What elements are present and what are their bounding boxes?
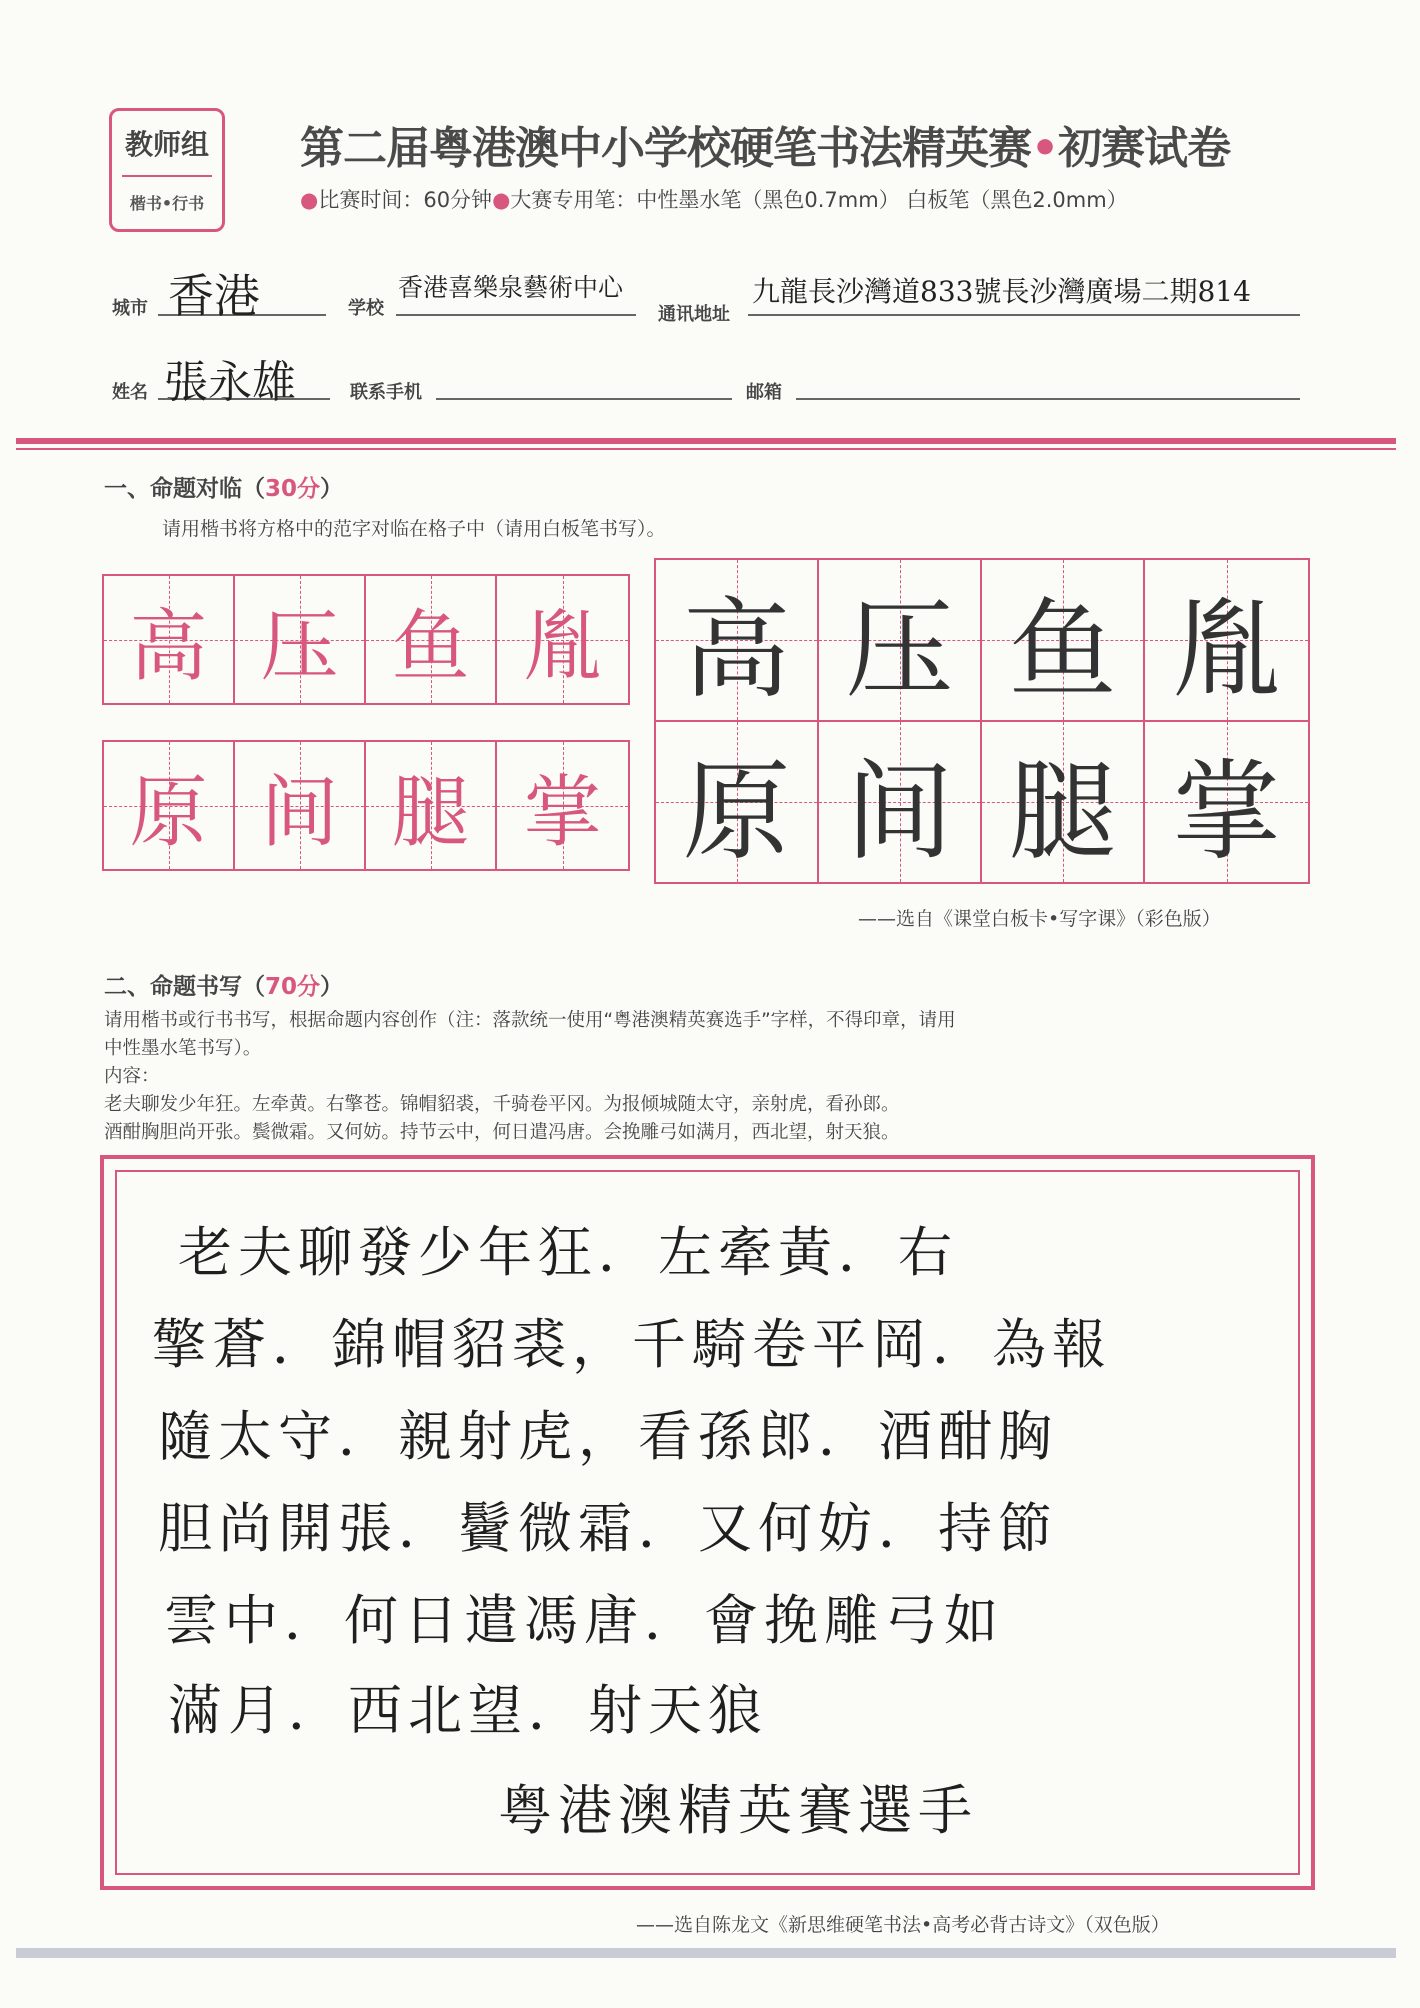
city-value: 香港 <box>168 269 260 323</box>
email-field[interactable] <box>796 350 1300 400</box>
grid-cell <box>1145 722 1308 882</box>
section1-instruction: 请用楷书将方格中的范字对临在格子中（请用白板笔书写）。 <box>162 518 666 540</box>
handwriting-line: 胆尚開張．鬢微霜．又何妨．持節 <box>158 1497 1058 1560</box>
copied-char: 压 <box>845 587 954 713</box>
school-value: 香港喜樂泉藝術中心 <box>398 273 624 302</box>
badge-subtitle: 楷书•行书 <box>129 194 205 213</box>
grid-cell <box>982 722 1145 882</box>
exam-pens: 大赛专用笔：中性墨水笔（黑色0.7mm） 白板笔（黑色2.0mm） <box>510 188 1128 212</box>
bullet-dot: ● <box>492 188 511 212</box>
copied-char: 高 <box>682 587 791 713</box>
model-char: 间 <box>260 767 339 858</box>
grid-cell <box>819 722 982 882</box>
grid-cell <box>497 742 628 869</box>
model-char: 胤 <box>523 601 602 692</box>
grid-cell <box>656 560 819 720</box>
copied-char: 胤 <box>1172 587 1281 713</box>
school-label: 学校 <box>348 298 384 319</box>
address-value: 九龍長沙灣道833號長沙灣廣場二期814 <box>752 275 1251 308</box>
title-main: 第二届粤港澳中小学校硬笔书法精英赛 <box>300 123 1031 174</box>
section2-title <box>104 968 343 1001</box>
section2-instruction-line1: 请用楷书或行书书写，根据命题内容创作（注：落款统一使用“粤港澳精英赛选手”字样，不得印章，请用 <box>104 1010 956 1031</box>
grid-cell <box>104 742 235 869</box>
grid-cell <box>235 742 366 869</box>
copy-grid[interactable] <box>654 558 1310 884</box>
model-char: 掌 <box>523 767 602 858</box>
grid-cell <box>656 722 819 882</box>
grid-cell <box>819 560 982 720</box>
name-value: 張永雄 <box>164 357 296 408</box>
address-field[interactable] <box>748 268 1300 316</box>
grid-cell <box>235 576 366 703</box>
grid-cell <box>497 576 628 703</box>
school-field[interactable] <box>396 268 636 316</box>
section2-title-end: ） <box>320 974 344 1000</box>
phone-field[interactable] <box>436 350 732 400</box>
page-title <box>300 112 1230 176</box>
section1-title <box>104 470 343 503</box>
grid-cell <box>1145 560 1308 720</box>
model-grid-row2 <box>102 740 630 871</box>
title-dot: • <box>1031 123 1059 174</box>
section2-points: 70分 <box>265 974 321 1000</box>
handwriting-line: 滿月．西北望．射天狼 <box>168 1679 768 1742</box>
content-label: 内容： <box>104 1066 160 1087</box>
bottom-bar <box>16 1948 1396 1958</box>
name-field[interactable] <box>158 350 330 408</box>
signature: 粤港澳精英賽選手 <box>498 1779 978 1842</box>
section2-instruction-line2: 中性墨水笔书写）。 <box>104 1038 262 1059</box>
model-char: 腿 <box>391 767 470 858</box>
city-field[interactable] <box>158 268 326 323</box>
section1-source: ——选自《课堂白板卡•写字课》（彩色版） <box>858 908 1221 930</box>
section2-source: ——选自陈龙文《新思维硬笔书法•高考必背古诗文》（双色版） <box>636 1914 1170 1936</box>
badge-divider <box>122 175 212 177</box>
copy-grid-row2 <box>656 722 1308 882</box>
grid-cell <box>982 560 1145 720</box>
copied-char: 间 <box>845 749 954 875</box>
section1-points: 30分 <box>265 476 321 502</box>
group-badge <box>109 108 225 232</box>
copied-char: 腿 <box>1008 749 1117 875</box>
model-grid-row1 <box>102 574 630 705</box>
name-label: 姓名 <box>112 382 148 403</box>
address-label: 通讯地址 <box>658 304 730 325</box>
exam-subtitle <box>300 184 1128 214</box>
copied-char: 鱼 <box>1008 587 1117 713</box>
section1-title-text: 一、命题对临（ <box>104 476 265 502</box>
content-line2: 酒酣胸胆尚开张。鬓微霜。又何妨。持节云中，何日遣冯唐。会挽雕弓如满月，西北望，射天狼。 <box>104 1122 900 1143</box>
divider-bottom <box>16 448 1396 450</box>
handwriting-line: 隨太守．親射虎，看孫郎．酒酣胸 <box>158 1405 1058 1468</box>
handwriting-line: 雲中．何日遣馮唐．會挽雕弓如 <box>164 1589 1004 1652</box>
handwriting-line: 老夫聊發少年狂．左牽黃．右 <box>178 1221 958 1284</box>
email-label: 邮箱 <box>746 382 782 403</box>
model-char: 压 <box>260 601 339 692</box>
copied-char: 掌 <box>1172 749 1281 875</box>
model-char: 鱼 <box>391 601 470 692</box>
section1-title-end: ） <box>320 476 344 502</box>
phone-label: 联系手机 <box>350 382 422 403</box>
content-line1: 老夫聊发少年狂。左牵黄。右擎苍。锦帽貂裘，千骑卷平冈。为报倾城随太守，亲射虎，看孙郎。 <box>104 1094 900 1115</box>
section2-title-text: 二、命题书写（ <box>104 974 265 1000</box>
handwriting-line: 擎蒼．錦帽貂裘，千騎卷平岡．為報 <box>152 1313 1112 1376</box>
title-tail: 初赛试卷 <box>1058 123 1231 174</box>
city-label: 城市 <box>112 298 148 319</box>
grid-cell <box>366 742 497 869</box>
grid-cell <box>104 576 235 703</box>
model-char: 原 <box>129 767 208 858</box>
bullet-dot: ● <box>300 188 319 212</box>
copy-grid-row1 <box>656 560 1308 722</box>
exam-time: 比赛时间：60分钟 <box>318 188 493 212</box>
model-char: 高 <box>129 601 208 692</box>
badge-title: 教师组 <box>124 128 209 161</box>
grid-cell <box>366 576 497 703</box>
divider-top <box>16 438 1396 444</box>
copied-char: 原 <box>682 749 791 875</box>
